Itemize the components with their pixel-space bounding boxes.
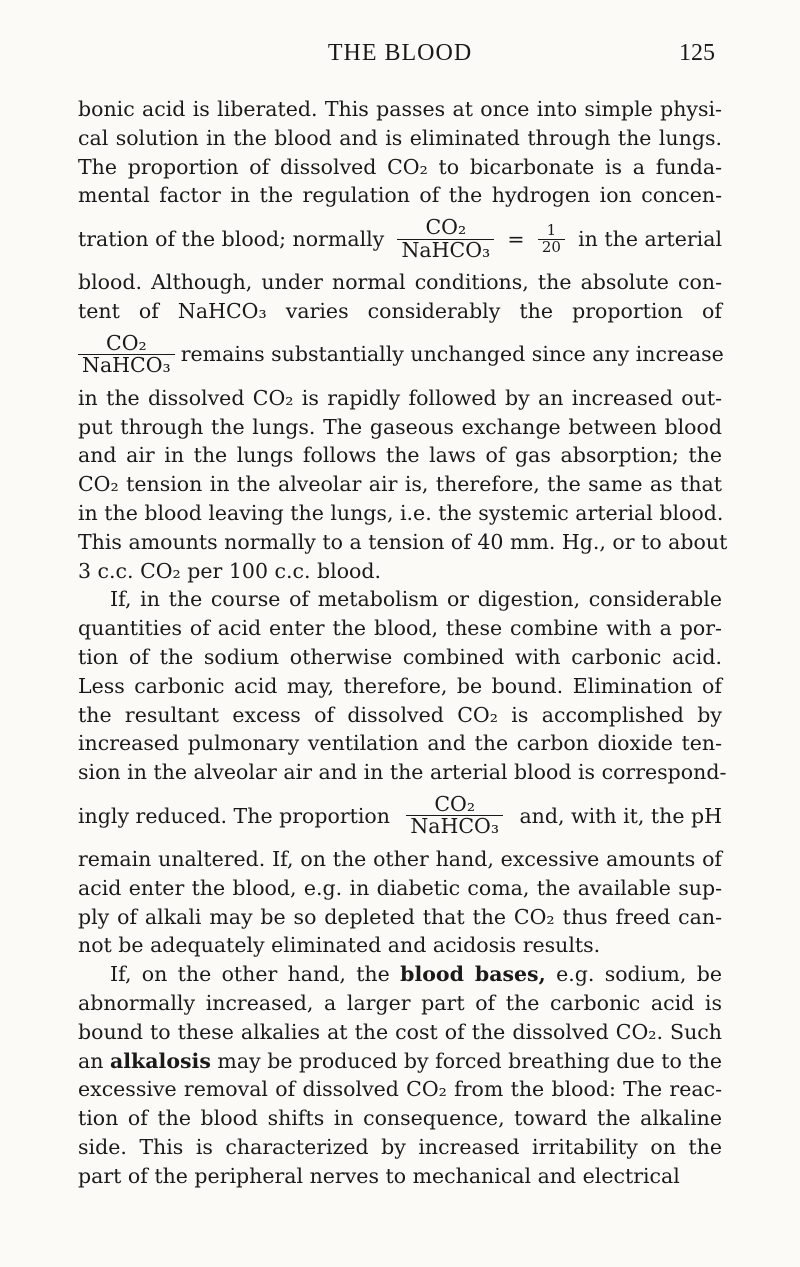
text-line: mental factor in the regulation of the hydrogen ion concen- xyxy=(78,183,722,208)
formula-line xyxy=(78,787,722,845)
formula-line xyxy=(78,210,722,268)
text-line: in the blood leaving the lungs, i.e. the systemic arterial blood. xyxy=(78,500,724,525)
text-line: 3 c.c. CO₂ per 100 c.c. blood. xyxy=(78,558,382,583)
text-line: side. This is characterized by increased irritability on the xyxy=(78,1134,722,1159)
text-line: and air in the lungs follows the laws of gas absorption; the xyxy=(78,443,722,468)
text-line xyxy=(78,1047,722,1076)
text-line: part of the peripheral nerves to mechanical and electrical xyxy=(78,1163,680,1188)
formula-line xyxy=(78,326,722,384)
text-span: e.g. sodium, be xyxy=(556,962,722,987)
equals-sign: = xyxy=(507,226,525,251)
text-line: quantities of acid enter the blood, these combine with a por- xyxy=(78,616,722,641)
text-line: blood. Although, under normal conditions, the absolute con- xyxy=(78,270,722,295)
text-span: may be produced by forced breathing due to the xyxy=(217,1048,722,1073)
fraction-ratio xyxy=(538,220,565,256)
bold-term: blood bases, xyxy=(400,962,546,987)
text-span: If, on the other hand, the xyxy=(110,962,390,987)
text-line: If, in the course of metabolism or digestion, considerable xyxy=(110,587,722,612)
page-number: 125 xyxy=(679,40,715,66)
text-span: tration of the blood; normally xyxy=(78,226,385,251)
text-line: sion in the alveolar air and in the arterial blood is correspond- xyxy=(78,760,727,785)
page-header xyxy=(0,40,800,80)
fraction-co2-bicarbonate xyxy=(397,217,494,261)
text-line: CO₂ tension in the alveolar air is, therefore, the same as that xyxy=(78,472,722,497)
text-line: tion of the blood shifts in consequence, toward the alkaline xyxy=(78,1106,722,1131)
text-line: Less carbonic acid may, therefore, be bound. Elimination of xyxy=(78,673,722,698)
text-span: remains substantially unchanged since any increase xyxy=(180,342,724,367)
text-line xyxy=(78,960,722,989)
fraction-denominator: NaHCO₃ xyxy=(78,354,175,377)
text-line: remain unaltered. If, on the other hand, excessive amounts of xyxy=(78,846,722,871)
text-line: tion of the sodium otherwise combined with carbonic acid. xyxy=(78,644,722,669)
text-line: put through the lungs. The gaseous exchange between blood xyxy=(78,414,722,439)
fraction-numerator: CO₂ xyxy=(434,791,476,816)
fraction-numerator: 1 xyxy=(546,220,557,239)
text-line: acid enter the blood, e.g. in diabetic coma, the available sup- xyxy=(78,875,722,900)
text-line: ply of alkali may be so depleted that the CO₂ thus freed can- xyxy=(78,904,722,929)
text-line: The proportion of dissolved CO₂ to bicarbonate is a funda- xyxy=(78,154,722,179)
fraction-numerator: CO₂ xyxy=(425,215,467,240)
body-text xyxy=(78,95,728,1191)
text-line: increased pulmonary ventilation and the carbon dioxide ten- xyxy=(78,731,722,756)
fraction-denominator: 20 xyxy=(538,239,565,256)
text-line: cal solution in the blood and is eliminated through the lungs. xyxy=(78,125,722,150)
text-line: the resultant excess of dissolved CO₂ is accomplished by xyxy=(78,702,722,727)
running-title: THE BLOOD xyxy=(327,40,473,66)
text-line: excessive removal of dissolved CO₂ from the blood: The reac- xyxy=(78,1077,722,1102)
text-line: bound to these alkalies at the cost of the dissolved CO₂. Such xyxy=(78,1019,722,1044)
text-span: an xyxy=(78,1048,104,1073)
fraction-numerator: CO₂ xyxy=(106,330,147,355)
fraction-co2-bicarbonate xyxy=(406,791,503,839)
text-line: bonic acid is liberated. This passes at once into simple physi- xyxy=(78,97,722,121)
fraction-denominator: NaHCO₃ xyxy=(406,815,503,838)
fraction-denominator: NaHCO₃ xyxy=(397,239,494,262)
text-line: abnormally increased, a larger part of the carbonic acid is xyxy=(78,990,722,1015)
text-line: tent of NaHCO₃ varies considerably the proportion of xyxy=(78,298,722,323)
text-span: in the arterial xyxy=(578,226,722,251)
bold-term: alkalosis xyxy=(109,1048,211,1073)
text-line: in the dissolved CO₂ is rapidly followed by an increased out- xyxy=(78,385,722,410)
text-span: and, with it, the pH xyxy=(519,803,722,828)
fraction-co2-bicarbonate xyxy=(78,330,175,378)
text-span: ingly reduced. The proportion xyxy=(78,803,390,828)
text-line: This amounts normally to a tension of 40 mm. Hg., or to about xyxy=(78,529,728,554)
text-line: not be adequately eliminated and acidosis results. xyxy=(78,933,601,958)
